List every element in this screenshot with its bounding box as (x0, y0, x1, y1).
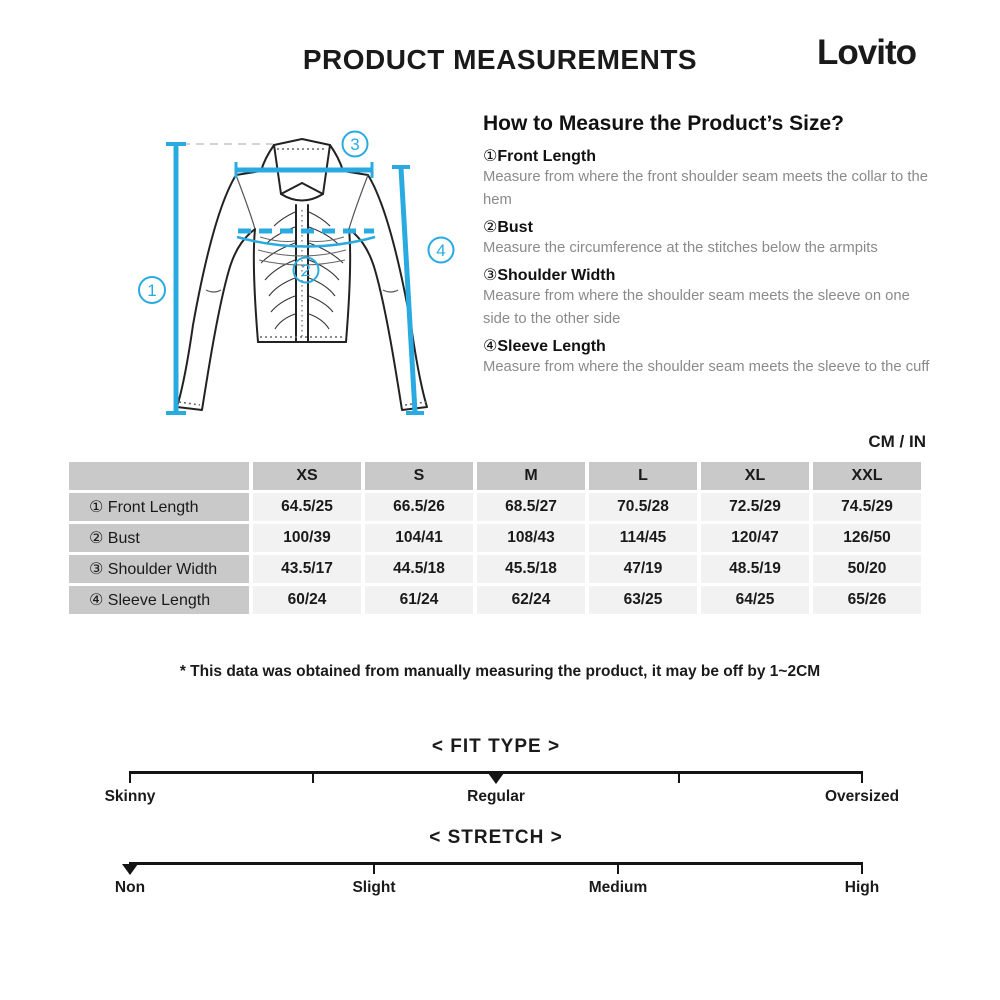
scale-tick (861, 862, 863, 874)
size-value: 45.5/18 (477, 555, 585, 583)
size-column-header: XXL (813, 462, 921, 490)
scale-label: Non (114, 879, 146, 896)
guide-item-desc: Measure from where the shoulder seam meets the sleeve on one side to the other side (483, 288, 910, 327)
row-label: ② Bust (69, 524, 249, 552)
guide-item-name: Bust (497, 219, 533, 236)
table-row (69, 493, 921, 521)
size-value: 47/19 (589, 555, 697, 583)
size-value: 70.5/28 (589, 493, 697, 521)
size-value: 104/41 (365, 524, 473, 552)
guide-item-number: ② (483, 219, 498, 236)
measure-guide (483, 112, 933, 379)
size-value: 60/24 (253, 586, 361, 614)
guide-item-title (483, 217, 933, 237)
badge-number-1: 1 (147, 281, 157, 300)
size-column-header: S (365, 462, 473, 490)
guide-items (483, 146, 933, 379)
scale-axis (130, 862, 862, 865)
guide-item (483, 146, 933, 212)
table-row (69, 555, 921, 583)
size-value: 68.5/27 (477, 493, 585, 521)
shoulder-width-line (236, 162, 372, 178)
size-value: 44.5/18 (365, 555, 473, 583)
brand-logo: Lovito (817, 33, 916, 72)
badge-number-4: 4 (436, 241, 446, 260)
scale-tick (678, 771, 680, 783)
size-column-header: XL (701, 462, 809, 490)
guide-item (483, 217, 933, 260)
scale-tick (373, 862, 375, 874)
size-value: 72.5/29 (701, 493, 809, 521)
page-title: PRODUCT MEASUREMENTS (302, 44, 698, 75)
bust-line (237, 231, 375, 247)
size-value: 61/24 (365, 586, 473, 614)
guide-item-desc: Measure the circumference at the stitches below the armpits (483, 240, 878, 256)
scale-track (114, 862, 880, 908)
scale-tick (861, 771, 863, 783)
scale-track (104, 771, 900, 817)
guide-item-title (483, 146, 933, 166)
guide-item-number: ④ (483, 338, 498, 355)
scale-tick (617, 862, 619, 874)
guide-item-name: Shoulder Width (497, 267, 616, 284)
guide-item-desc: Measure from where the shoulder seam meets the sleeve to the cuff (483, 359, 930, 375)
size-value: 62/24 (477, 586, 585, 614)
guide-item-name: Sleeve Length (497, 338, 606, 355)
row-label: ① Front Length (69, 493, 249, 521)
guide-item-title (483, 265, 933, 285)
scale-tick (312, 771, 314, 783)
scale-label: High (844, 879, 880, 896)
scale-title: < STRETCH > (429, 827, 563, 848)
row-label: ③ Shoulder Width (69, 555, 249, 583)
table-header-row (69, 462, 921, 490)
fit-type-scale (104, 736, 900, 817)
scale-label: Oversized (824, 788, 900, 805)
badge-number-2: 2 (301, 261, 311, 280)
size-value: 65/26 (813, 586, 921, 614)
size-value: 64.5/25 (253, 493, 361, 521)
guide-item-number: ③ (483, 267, 498, 284)
size-value: 126/50 (813, 524, 921, 552)
badge-number-3: 3 (350, 135, 360, 154)
size-column-header: XS (253, 462, 361, 490)
size-value: 120/47 (701, 524, 809, 552)
guide-item (483, 336, 933, 379)
size-value: 43.5/17 (253, 555, 361, 583)
guide-item-number: ① (483, 148, 498, 165)
size-value: 100/39 (253, 524, 361, 552)
garment-diagram (60, 110, 480, 430)
size-column-header: L (589, 462, 697, 490)
scale-label: Skinny (104, 788, 156, 805)
guide-item (483, 265, 933, 331)
scale-label: Medium (588, 879, 648, 896)
scale-title: < FIT TYPE > (431, 736, 561, 757)
size-table (65, 459, 925, 617)
scale-marker (122, 864, 138, 875)
table-corner-cell (69, 462, 249, 490)
size-value: 114/45 (589, 524, 697, 552)
size-value: 63/25 (589, 586, 697, 614)
unit-label: CM / IN (868, 432, 926, 451)
scale-marker (488, 773, 504, 784)
size-value: 108/43 (477, 524, 585, 552)
guide-item-desc: Measure from where the front shoulder seam meets the collar to the hem (483, 169, 928, 208)
size-value: 64/25 (701, 586, 809, 614)
size-column-header: M (477, 462, 585, 490)
scale-label: Regular (467, 788, 525, 805)
guide-item-title (483, 336, 933, 356)
front-length-line (166, 144, 186, 413)
scale-tick (129, 771, 131, 783)
size-value: 66.5/26 (365, 493, 473, 521)
scale-label: Slight (352, 879, 396, 896)
table-row (69, 524, 921, 552)
size-value: 50/20 (813, 555, 921, 583)
stretch-scale (114, 827, 880, 908)
size-value: 48.5/19 (701, 555, 809, 583)
guide-heading: How to Measure the Product’s Size? (483, 112, 844, 135)
row-label: ④ Sleeve Length (69, 586, 249, 614)
footnote: * This data was obtained from manually measuring the product, it may be off by 1~2CM (179, 663, 821, 680)
size-value: 74.5/29 (813, 493, 921, 521)
guide-item-name: Front Length (497, 148, 596, 165)
table-row (69, 586, 921, 614)
